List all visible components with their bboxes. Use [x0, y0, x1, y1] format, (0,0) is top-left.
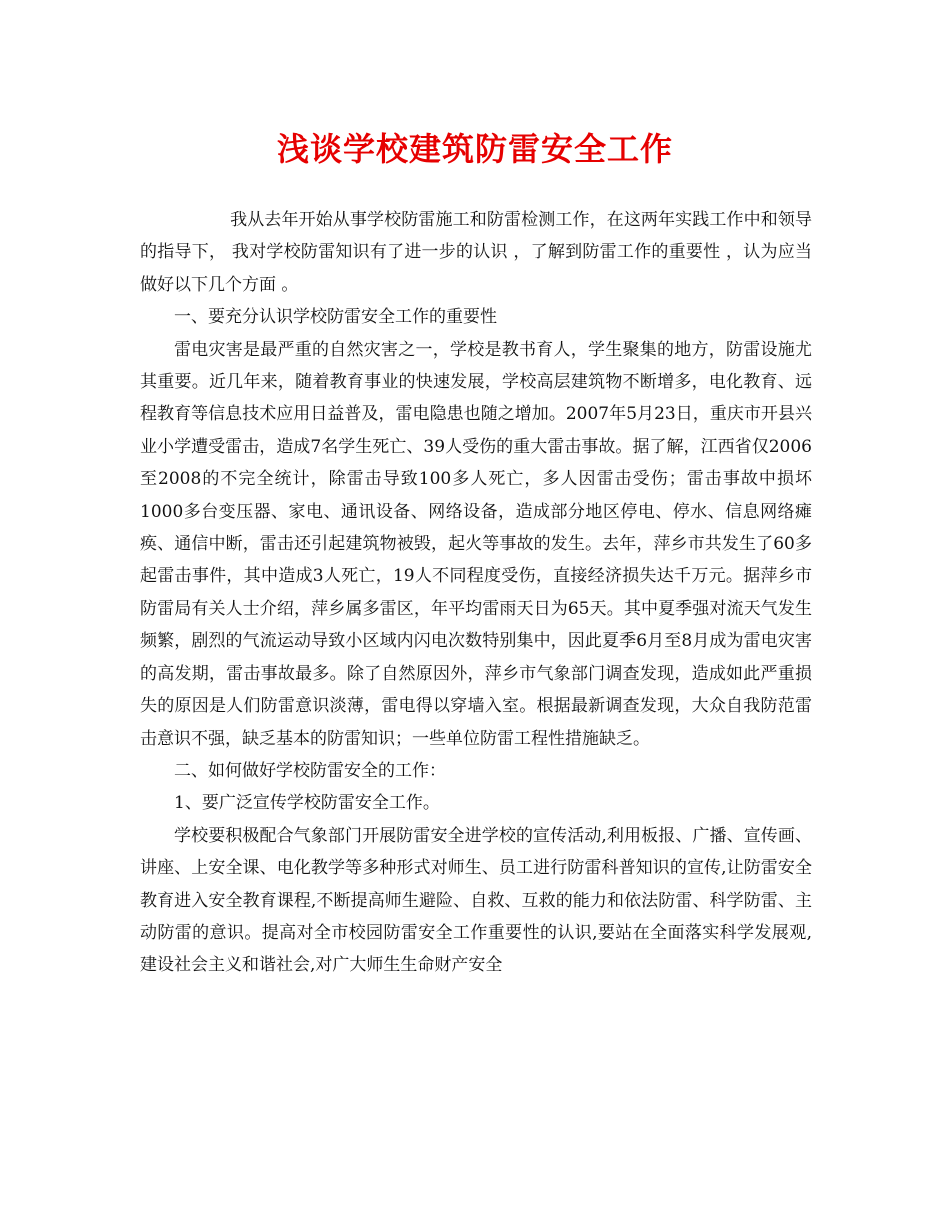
section-heading-1: 一、要充分认识学校防雷安全工作的重要性: [174, 307, 497, 328]
body-paragraph-2: 学校要积极配合气象部门开展防雷安全进学校的宣传活动,利用板报、广播、宣传画、讲座、上安全课、电化教学等多种形式对师生、员工进行防雷科普知识的宣传,让防雷安全教育进入安全教育课程,不断提高师生避险、自救、互救的能力和依法防雷、科学防雷、主动防雷的意识。提高对全市校园防雷安全工作重要性的认识,要站在全面落实科学发展观,建设社会主义和谐社会,对广大师生生命财产安全: [140, 825, 812, 976]
subsection-heading-1: 1、要广泛宣传学校防雷安全工作。: [174, 793, 440, 814]
body-paragraph-1: 雷电灾害是最严重的自然灾害之一，学校是教书育人，学生聚集的地方，防雷设施尤其重要。近几年来，随着教育事业的快速发展，学校高层建筑物不断增多，电化教育、远程教育等信息技术应用日益普及，雷电隐患也随之增加。2007年5月23日，重庆市开县兴业小学遭受雷击，造成7名学生死亡、39人受伤的重大雷击事故。据了解，江西省仅2006至2008的不完全统计，除雷击导致100多人死亡，多人因雷击受伤；雷击事故中损坏1000多台变压器、家电、通讯设备、网络设备，造成部分地区停电、停水、信息网络瘫痪、通信中断，雷击还引起建筑物被毁，起火等事故的发生。去年，萍乡市共发生了60多起雷击事件，其中造成3人死亡，19人不同程度受伤，直接经济损失达千万元。据萍乡市防雷局有关人士介绍，萍乡属多雷区，年平均雷雨天日为65天。其中夏季强对流天气发生频繁，剧烈的气流运动导致小区域内闪电次数特别集中，因此夏季6月至8月成为雷电灾害的高发期，雷击事故最多。除了自然原因外，萍乡市气象部门调查发现，造成如此严重损失的原因是人们防雷意识淡薄，雷电得以穿墙入室。根据最新调查发现，大众自我防范雷击意识不强，缺乏基本的防雷知识；一些单位防雷工程性措施缺乏。: [140, 339, 812, 749]
document-body: [140, 204, 812, 982]
intro-paragraph: 我从去年开始从事学校防雷施工和防雷检测工作，在这两年实践工作中和领导的指导下， 我对学校防雷知识有了进一步的认识 ，了解到防雷工作的重要性 ，认为应当做好以下几个方面 。: [140, 210, 812, 295]
document-title: 浅谈学校建筑防雷安全工作: [276, 130, 673, 168]
section-heading-2: 二、如何做好学校防雷安全的工作：: [174, 760, 446, 781]
